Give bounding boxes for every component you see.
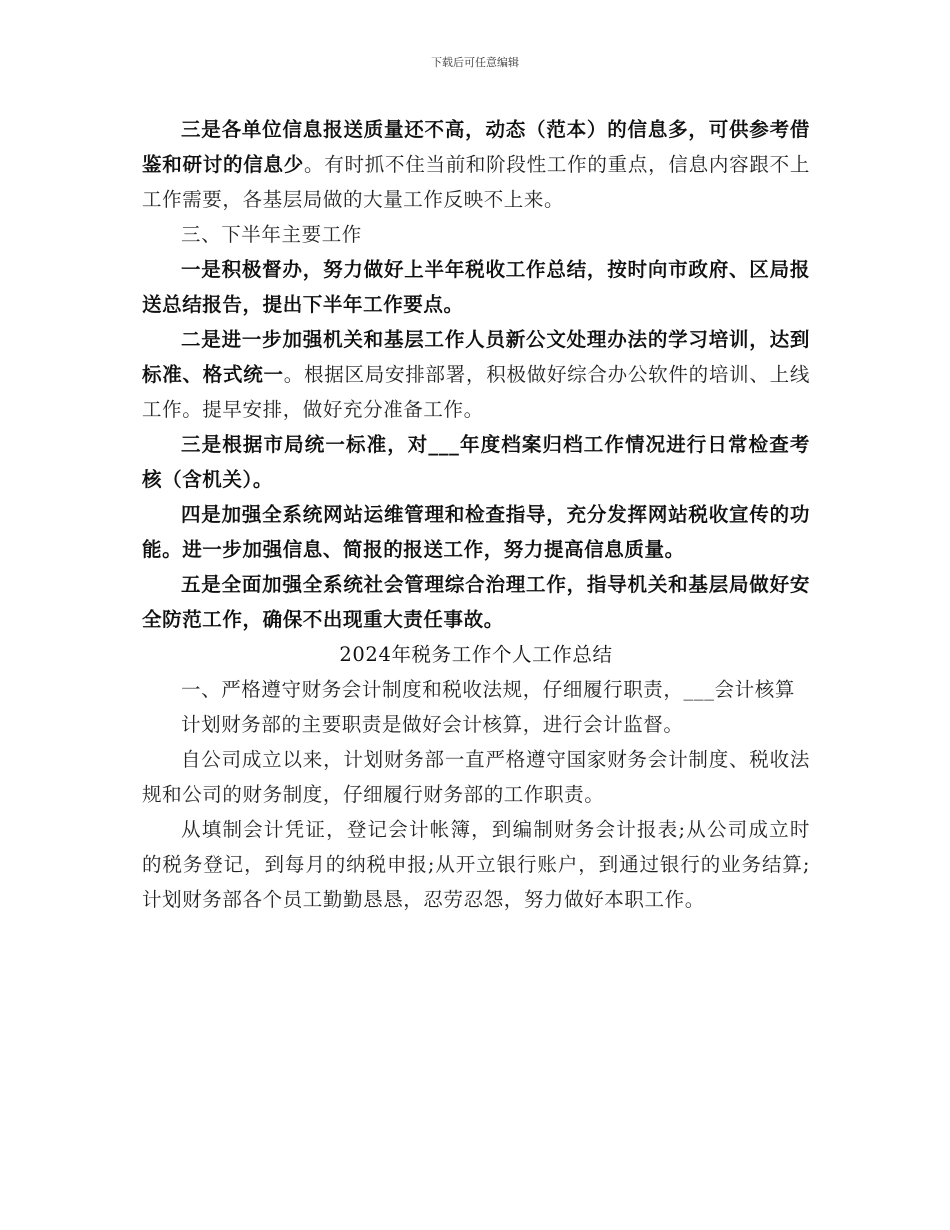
- paragraph-bold-text: 三是各单位信息报送质量还不高，动态（范本）的信息多，可供参考借鉴和研讨的信息少: [142, 118, 810, 176]
- document-body: [142, 112, 810, 917]
- paragraph-task-two: [142, 322, 810, 427]
- paragraph-bold-text: 二是进一步加强机关和基层工作人员新公文处理办法的学习培训，达到标准、格式统一: [142, 328, 810, 386]
- paragraph-issue-three: [142, 112, 810, 217]
- paragraph-bold-text: 四是加强全系统网站运维管理和检查指导，充分发挥网站税收宣传的功能。进一步加强信息、简报的报送工作，努力提高信息质量。: [142, 503, 810, 561]
- paragraph-task-three: [142, 427, 810, 497]
- page-header: 下载后可任意编辑: [431, 56, 519, 69]
- section-heading-second-half: [142, 217, 810, 252]
- document-title: 2024年税务工作个人工作总结: [339, 643, 613, 666]
- paragraph-task-five: [142, 567, 810, 637]
- paragraph-bold-text: 五是全面加强全系统社会管理综合治理工作，指导机关和基层局做好安全防范工作，确保不出现重大责任事故。: [142, 573, 810, 631]
- paragraph-text: 。根据区局安排部署，积极做好综合办公软件的培训、上线工作。提早安排，做好充分准备工作。: [142, 363, 810, 421]
- paragraph-finance-duty: 计划财务部的主要职责是做好会计核算，进行会计监督。: [181, 713, 684, 736]
- paragraph-section-one-heading: 一、严格遵守财务会计制度和税收法规，仔细履行职责，___会计核算: [181, 678, 795, 701]
- paragraph-task-four: [142, 497, 810, 567]
- paragraph-task-one: [142, 252, 810, 322]
- paragraph-bold-text: 一是积极督办，努力做好上半年税收工作总结，按时向市政府、区局报送总结报告，提出下半年工作要点。: [142, 258, 810, 316]
- paragraph-text: 。有时抓不住当前和阶段性工作的重点，信息内容跟不上工作需要，各基层局做的大量工作反映不上来。: [142, 153, 810, 211]
- section-heading-text: 三、下半年主要工作: [181, 223, 362, 246]
- paragraph-finance-history: 自公司成立以来，计划财务部一直严格遵守国家财务会计制度、税收法规和公司的财务制度，仔细履行财务部的工作职责。: [142, 748, 810, 806]
- paragraph-finance-work: 从填制会计凭证，登记会计帐簿，到编制财务会计报表;从公司成立时的税务登记，到每月的纳税申报;从开立银行账户，到通过银行的业务结算;计划财务部各个员工勤勤恳恳，忍劳忍怨，努力做好本职工作。: [142, 818, 810, 911]
- paragraph-bold-text: 三是根据市局统一标准，对___年度档案归档工作情况进行日常检查考核（含机关）。: [142, 433, 810, 491]
